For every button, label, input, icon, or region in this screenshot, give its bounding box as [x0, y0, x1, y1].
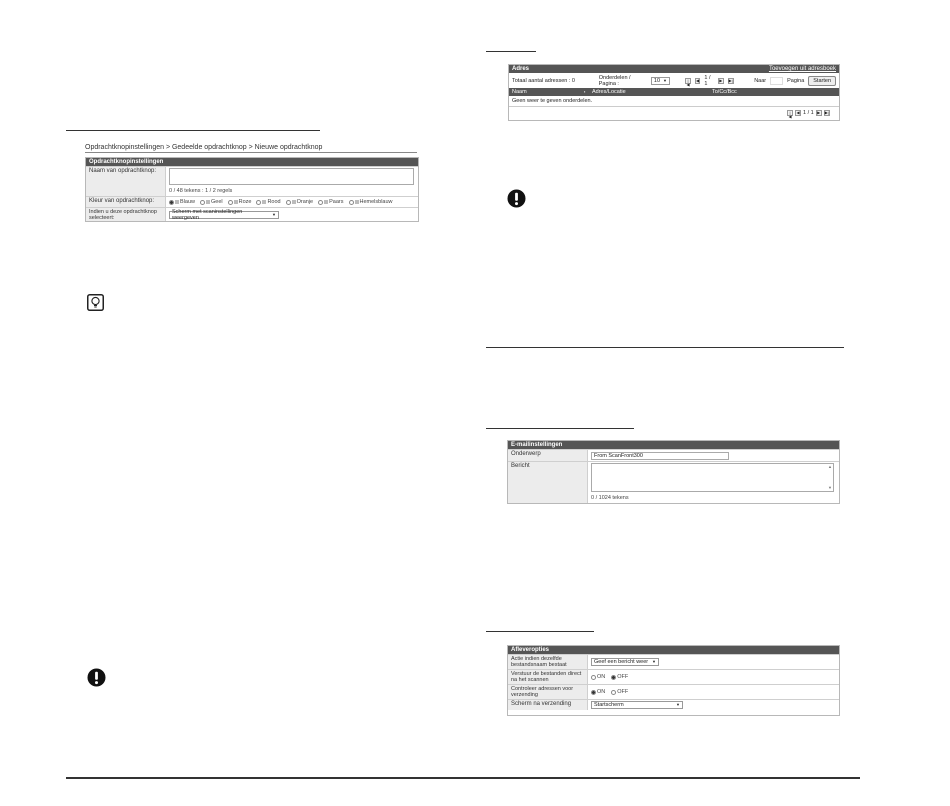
address-header: Adres: [512, 66, 530, 72]
first-page-button-bottom[interactable]: |◀: [788, 110, 792, 119]
check-off-label: OFF: [617, 688, 629, 695]
task-button-name-input[interactable]: [169, 168, 414, 185]
color-swatch-icon: [262, 200, 266, 204]
prev-page-button-bottom[interactable]: ◀: [796, 110, 800, 115]
email-header: E-mailinstellingen: [508, 441, 839, 449]
start-button[interactable]: Starten: [808, 76, 836, 86]
prev-page-button[interactable]: ◀: [696, 77, 700, 83]
radio-icon: [200, 200, 205, 205]
empty-message: Geen weer te geven onderdelen.: [509, 96, 839, 107]
caution-icon: [507, 189, 526, 208]
per-page-dropdown[interactable]: [651, 77, 670, 85]
radio-icon: [256, 200, 261, 205]
color-swatch-icon: [175, 200, 179, 204]
screen-label: Scherm na verzending: [508, 700, 588, 710]
color-swatch-icon: [206, 200, 210, 204]
radio-icon: [286, 200, 291, 205]
color-label: Kleur van opdrachtknop:: [86, 197, 166, 207]
radio-icon: [349, 200, 354, 205]
scroll-up-icon[interactable]: ▲: [828, 464, 832, 469]
screen-value: Startscherm: [594, 702, 624, 708]
select-action-label: Indien u deze opdrachtknop selecteert:: [86, 208, 166, 221]
send-off-radio[interactable]: [611, 674, 628, 681]
task-button-settings-panel: [85, 157, 419, 222]
first-page-button[interactable]: |◀: [686, 77, 690, 87]
color-option-label: Geel: [210, 198, 223, 205]
color-option-label: Blauw: [180, 198, 195, 205]
section-rule-middle: [486, 347, 844, 348]
email-settings-panel: [507, 440, 840, 504]
breadcrumb-underline: [85, 152, 417, 153]
color-options: [166, 197, 396, 207]
delivery-options-panel: [507, 645, 840, 716]
color-option-label: Paars: [329, 198, 344, 205]
section-rule-email: [486, 428, 634, 429]
check-on-radio[interactable]: [591, 689, 605, 696]
scroll-down-icon[interactable]: ▼: [828, 485, 832, 490]
color-option-label: Oranje: [296, 198, 314, 205]
per-page-value: 10: [653, 77, 661, 84]
page-indicator: 1 / 1: [704, 74, 711, 87]
color-option-label: Rood: [267, 198, 281, 205]
radio-icon: [169, 200, 174, 205]
color-option[interactable]: [228, 199, 252, 206]
chevron-down-icon: ▼: [663, 77, 667, 83]
chevron-down-icon: ▼: [652, 659, 656, 664]
select-action-dropdown[interactable]: [169, 208, 279, 221]
color-swatch-icon: [292, 200, 296, 204]
color-option[interactable]: [200, 199, 223, 206]
message-textarea[interactable]: [591, 463, 834, 492]
page-label: Pagina: [787, 77, 805, 84]
check-off-radio[interactable]: [611, 689, 628, 696]
radio-icon: [591, 675, 596, 680]
screen-dropdown[interactable]: [591, 701, 683, 709]
action-dropdown[interactable]: [591, 658, 659, 666]
breadcrumb: Opdrachtknopinstellingen > Gedeelde opdrachtknop > Nieuwe opdrachtknop: [85, 144, 323, 151]
subject-input[interactable]: From ScanFront300: [591, 452, 729, 460]
select-action-value: Scherm met scaninstellingen weergeven: [172, 208, 243, 221]
hint-icon: [87, 294, 104, 311]
message-label: Bericht: [508, 462, 588, 503]
radio-icon: [611, 675, 616, 680]
add-from-address-book-link[interactable]: Toevoegen uit adresboek: [768, 66, 836, 72]
col-to-cc-bcc[interactable]: To/Cc/Bcc: [712, 89, 737, 95]
color-option-label: Roze: [238, 198, 252, 205]
panel-header: Opdrachtknopinstellingen: [86, 158, 418, 166]
color-option[interactable]: [318, 199, 343, 206]
color-option[interactable]: [349, 199, 393, 206]
last-page-button-bottom[interactable]: ▶|: [824, 110, 829, 115]
delivery-header: Afleveropties: [508, 646, 839, 654]
check-label: Controleer adressen voor verzending: [508, 685, 588, 699]
color-option[interactable]: [256, 199, 280, 206]
name-label: Naam van opdrachtknop:: [86, 167, 166, 196]
token-count: 0 / 48 tekens : 1 / 2 regels: [169, 188, 233, 194]
col-name[interactable]: Naam: [512, 89, 527, 95]
subject-label: Onderwerp: [508, 450, 588, 461]
next-page-button[interactable]: ▶: [719, 77, 723, 83]
chevron-down-icon: ▼: [272, 211, 276, 217]
color-swatch-icon: [355, 200, 359, 204]
goto-label: Naar: [754, 77, 767, 84]
radio-icon: [318, 200, 323, 205]
section-rule-delivery: [486, 631, 594, 632]
last-page-button[interactable]: ▶|: [728, 77, 733, 83]
send-off-label: OFF: [617, 673, 629, 680]
message-count: 0 / 1024 tekens: [591, 495, 629, 501]
radio-icon: [611, 690, 616, 695]
bottom-pager: [787, 110, 830, 119]
next-page-button-bottom[interactable]: ▶: [817, 110, 821, 115]
goto-page-input[interactable]: [770, 77, 783, 85]
page-indicator-bottom: 1 / 1: [803, 110, 814, 116]
total-addresses: Totaal aantal adressen : 0: [512, 77, 575, 84]
chevron-down-icon: ▼: [676, 702, 680, 707]
send-on-label: ON: [597, 673, 606, 680]
sort-icon: ▪: [584, 89, 586, 94]
color-swatch-icon: [324, 200, 328, 204]
color-option-label: Hemelsblauw: [359, 198, 393, 205]
color-option[interactable]: [286, 199, 314, 206]
send-label: Verstuur de bestanden direct na het scannen: [508, 670, 588, 684]
color-option[interactable]: [169, 199, 195, 206]
caution-icon: [87, 668, 106, 687]
col-address[interactable]: Adres/Locatie: [592, 89, 626, 95]
action-label: Actie indien dezelfde bestandsnaam bestaat: [508, 655, 588, 669]
send-on-radio[interactable]: [591, 674, 605, 681]
action-value: Geef een bericht weer: [594, 659, 649, 665]
radio-icon: [591, 690, 596, 695]
per-page-label: Onderdelen / Pagina :: [598, 74, 631, 87]
section-rule-address: [486, 51, 536, 52]
radio-icon: [228, 200, 233, 205]
color-swatch-icon: [234, 200, 238, 204]
footer-rule: [66, 777, 860, 779]
check-on-label: ON: [597, 688, 606, 695]
section-rule-left: [66, 130, 320, 131]
